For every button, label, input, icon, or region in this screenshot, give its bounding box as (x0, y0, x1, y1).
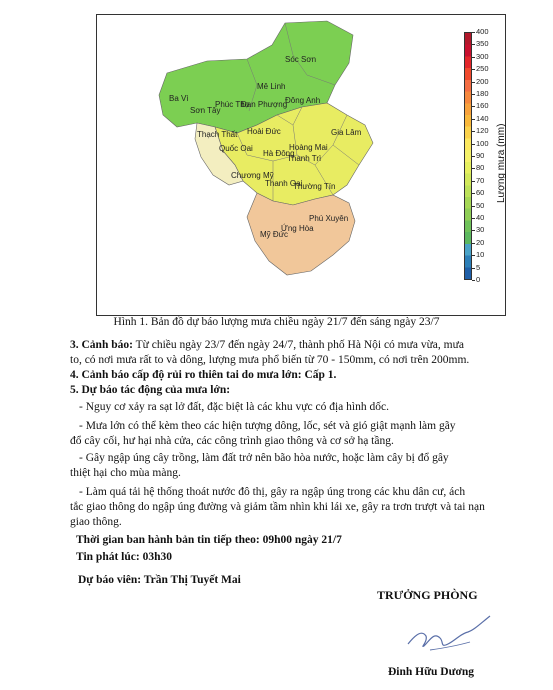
rainfall-colorbar (464, 32, 472, 280)
colorbar-label: Lượng mưa (mm) (496, 123, 507, 203)
warning-line-1 (70, 338, 464, 353)
district-label: Sóc Sơn (285, 55, 317, 64)
district-label: Thanh Oai (265, 179, 303, 188)
impact-item: - Nguy cơ xảy ra sạt lở đất, đặc biệt là các khu vực có địa hình dốc. (79, 401, 389, 413)
colorbar-tick-label: 300 (476, 51, 489, 61)
district-label: Thạch Thất (197, 130, 238, 139)
signer-name: Đinh Hữu Dương (388, 666, 475, 678)
signer-title: TRƯỞNG PHÒNG (377, 588, 478, 602)
colorbar-tick-label: 120 (476, 126, 489, 136)
warning-line-2: to, có nơi mưa rất to và dông, lượng mưa phổ biến từ 70 - 150mm, có nơi trên 200mm. (70, 354, 470, 366)
impact-item: - Mưa lớn có thể kèm theo các hiện tượng dông, lốc, sét và gió giật mạnh làm gãy (79, 420, 456, 432)
colorbar-tick-label: 5 (476, 262, 481, 272)
district-label: Đông Anh (285, 96, 321, 105)
figure-caption: Hình 1. Bản đồ dự báo lượng mưa chiều ngày 21/7 đến sáng ngày 23/7 (113, 316, 440, 328)
colorbar-tick-label: 200 (476, 76, 489, 86)
colorbar-tick-label: 70 (476, 175, 485, 185)
issued-time: Tin phát lúc: 03h30 (76, 551, 172, 563)
risk-level: 4. Cảnh báo cấp độ rủi ro thiên tai do mưa lớn: Cấp 1. (70, 369, 337, 381)
warning-heading: 3. Cảnh báo: (70, 339, 133, 351)
district-label: Gia Lâm (331, 128, 362, 137)
next-issue-time: Thời gian ban hành bản tin tiếp theo: 09h00 ngày 21/7 (76, 534, 342, 546)
district-label: Phúc Thọ (215, 100, 250, 109)
colorbar-tick-label: 350 (476, 39, 489, 49)
district-label: Ứng Hòa (281, 224, 314, 233)
district-label: Hoàng Mai (289, 143, 328, 152)
district-label: Hoài Đức (247, 127, 281, 136)
district-label: Quốc Oai (219, 144, 253, 153)
impact-item-cont: tắc giao thông do ngập úng đường và giảm tầm nhìn khi lái xe, gây ra trơn trượt và tai nạn (70, 501, 485, 513)
colorbar-tick-label: 80 (476, 163, 485, 173)
colorbar-tick-label: 140 (476, 113, 489, 123)
colorbar-tick-label: 30 (476, 225, 485, 235)
colorbar-tick-label: 40 (476, 213, 485, 222)
district-label: Thường Tín (293, 182, 336, 191)
colorbar-tick-label: 160 (476, 101, 489, 111)
impact-item: - Gây ngập úng cây trồng, làm đất trở nên bão hòa nước, hoặc làm cây bị đổ gây (79, 452, 449, 464)
colorbar-tick-label: 90 (476, 151, 485, 160)
impact-item-cont: đổ cây cối, hư hại nhà cửa, các công trình giao thông và cơ sở hạ tầng. (70, 435, 394, 447)
colorbar-tick-label: 60 (476, 188, 485, 198)
district-label: Chương Mỹ (231, 171, 274, 180)
impact-item: - Làm quá tải hệ thống thoát nước đô thị, gây ra ngập úng trong các khu dân cư, ách (79, 486, 466, 498)
colorbar-tick-label: 10 (476, 250, 485, 260)
district-label: Mỹ Đức (260, 230, 289, 239)
impact-item-cont: thiệt hại cho mùa màng. (70, 467, 181, 479)
forecaster: Dự báo viên: Trần Thị Tuyết Mai (78, 574, 241, 586)
district-label: Sơn Tây (190, 106, 221, 115)
colorbar-tick-label: 400 (476, 27, 489, 36)
colorbar-tick-label: 100 (476, 138, 489, 148)
district-label: Đan Phượng (241, 100, 288, 109)
colorbar-tick-label: 0 (476, 275, 481, 284)
colorbar-tick-label: 250 (476, 64, 489, 74)
hanoi-rainfall-map (97, 15, 467, 315)
colorbar-tick-label: 20 (476, 237, 485, 247)
district-label: Mê Linh (257, 82, 286, 91)
warning-text: Từ chiều ngày 23/7 đến ngày 24/7, thành phố Hà Nội có mưa vừa, mưa (132, 339, 464, 351)
district-label: Ba Vì (169, 94, 189, 103)
handwritten-signature (400, 610, 495, 660)
district-label: Hà Đông (263, 149, 295, 158)
rainfall-forecast-figure (96, 14, 506, 316)
colorbar-tick-label: 180 (476, 89, 489, 98)
colorbar-tick-label: 50 (476, 200, 485, 210)
impact-heading: 5. Dự báo tác động của mưa lớn: (70, 384, 231, 396)
district-label: Phú Xuyên (309, 214, 349, 223)
district-label: Thanh Trì (287, 154, 322, 163)
impact-item-cont: giao thông. (70, 516, 122, 528)
